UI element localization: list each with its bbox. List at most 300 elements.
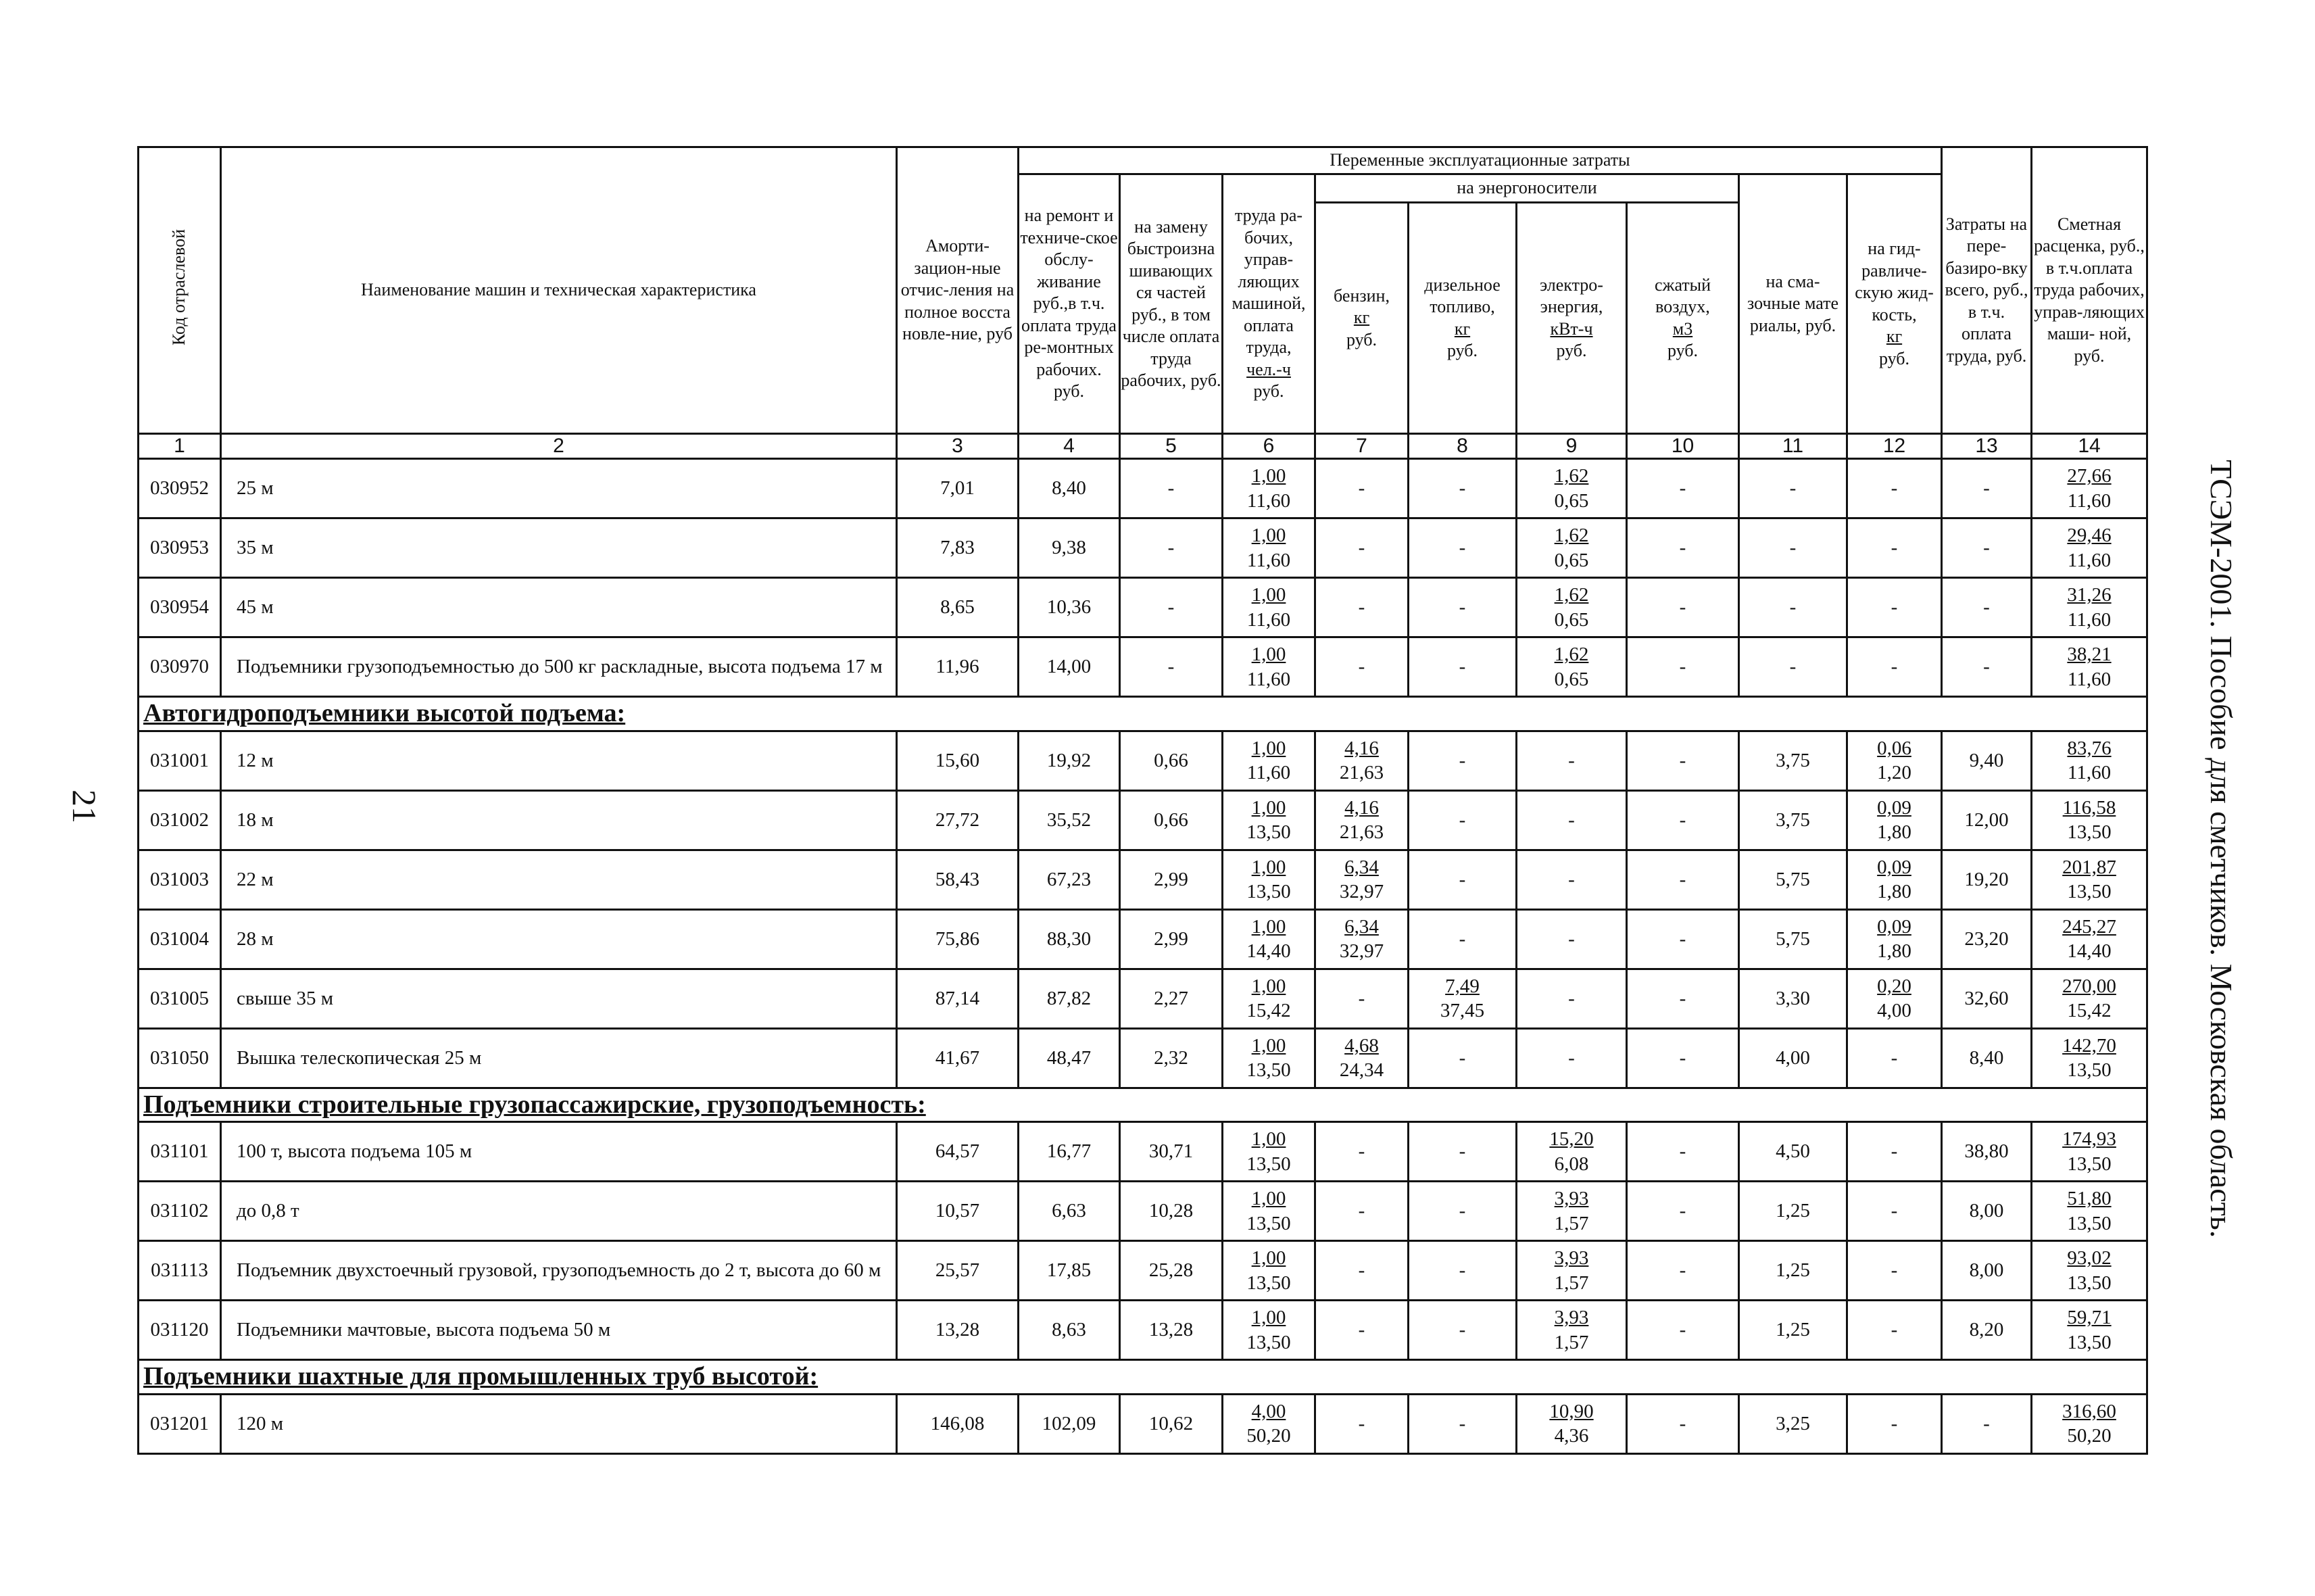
fraction-value <box>1247 642 1290 692</box>
header-hydraulic: на гид-равличе-скую жид-кость, кг руб. <box>1847 174 1942 434</box>
fraction-numerator: 1,00 <box>1251 644 1286 666</box>
fraction-numerator: 83,76 <box>2067 737 2112 759</box>
cell-repair: 16,77 <box>1019 1122 1120 1182</box>
cell-replace: 2,27 <box>1120 969 1223 1028</box>
cell-name: 45 м <box>221 578 897 637</box>
header-name: Наименование машин и техническая характеристика <box>221 147 897 434</box>
column-number: 10 <box>1627 434 1739 459</box>
cell-code: 031003 <box>139 850 221 909</box>
cell-relocation: 32,60 <box>1942 969 2032 1028</box>
fraction-value <box>1555 523 1589 573</box>
cell-relocation: 23,20 <box>1942 909 2032 969</box>
cell-replace: 25,28 <box>1120 1241 1223 1301</box>
fraction-denominator: 6,08 <box>1554 1153 1589 1175</box>
fraction-value <box>1877 974 1911 1023</box>
cell-petrol: - <box>1315 1301 1409 1360</box>
cell-air: - <box>1627 909 1739 969</box>
cell-rate <box>2032 1301 2147 1360</box>
fraction-denominator: 1,57 <box>1554 1331 1589 1353</box>
cell-name: 120 м <box>221 1394 897 1453</box>
section-title: Автогидроподъемники высотой подъема: <box>139 697 2147 731</box>
cell-relocation: 9,40 <box>1942 731 2032 790</box>
cell-lubricants: - <box>1739 459 1847 518</box>
cell-diesel: - <box>1409 850 1517 909</box>
cell-code: 031001 <box>139 731 221 790</box>
cell-amort: 11,96 <box>897 637 1019 697</box>
fraction-value <box>1246 974 1290 1023</box>
cell-petrol <box>1315 790 1409 850</box>
cell-labor <box>1223 1241 1315 1301</box>
fraction-numerator: 1,00 <box>1251 915 1286 938</box>
section-title: Подъемники шахтные для промышленных труб высотой: <box>139 1360 2147 1395</box>
cell-labor <box>1223 637 1315 697</box>
fraction-denominator: 13,50 <box>2067 1331 2112 1353</box>
fraction-value <box>1340 915 1384 964</box>
fraction-value <box>2067 736 2111 785</box>
cell-air: - <box>1627 637 1739 697</box>
cell-code: 030970 <box>139 637 221 697</box>
fraction-denominator: 13,50 <box>2067 1272 2112 1294</box>
table-row <box>139 731 2147 790</box>
fraction-value <box>1555 642 1589 692</box>
cell-air: - <box>1627 578 1739 637</box>
cell-amort: 13,28 <box>897 1301 1019 1360</box>
fraction-numerator: 29,46 <box>2067 525 2112 547</box>
fraction-denominator: 13,50 <box>2067 821 2112 843</box>
fraction-numerator: 1,00 <box>1251 856 1286 878</box>
cell-diesel: - <box>1409 1182 1517 1241</box>
fraction-denominator: 21,63 <box>1339 762 1384 783</box>
cell-lubricants: - <box>1739 578 1847 637</box>
cell-lubricants: 5,75 <box>1739 850 1847 909</box>
cell-electric <box>1517 1241 1627 1301</box>
cell-code: 031201 <box>139 1394 221 1453</box>
table-row <box>139 790 2147 850</box>
table-row <box>139 850 2147 909</box>
fraction-numerator: 3,93 <box>1554 1307 1589 1329</box>
cell-petrol: - <box>1315 1122 1409 1182</box>
cell-petrol: - <box>1315 637 1409 697</box>
cell-hydraulic <box>1847 969 1942 1028</box>
cell-hydraulic: - <box>1847 1241 1942 1301</box>
cell-name: Вышка телескопическая 25 м <box>221 1028 897 1088</box>
header-relocation: Затраты на пере-базиро-вку всего, руб., в т.ч. оплата труда, руб. <box>1942 147 2032 434</box>
fraction-numerator: 0,09 <box>1877 796 1911 819</box>
table-row <box>139 909 2147 969</box>
cell-air: - <box>1627 1028 1739 1088</box>
column-number: 3 <box>897 434 1019 459</box>
fraction-numerator: 1,00 <box>1251 796 1286 819</box>
fraction-value <box>2067 1246 2111 1295</box>
cell-amort: 146,08 <box>897 1394 1019 1453</box>
fraction-numerator: 1,62 <box>1554 584 1589 606</box>
cell-replace: 10,28 <box>1120 1182 1223 1241</box>
fraction-numerator: 142,70 <box>2062 1034 2116 1057</box>
fraction-denominator: 0,65 <box>1554 668 1589 690</box>
cell-amort: 7,83 <box>897 518 1019 578</box>
fraction-denominator: 13,50 <box>1246 821 1291 843</box>
cell-relocation: - <box>1942 578 2032 637</box>
fraction-denominator: 11,60 <box>2067 608 2112 631</box>
cell-labor <box>1223 850 1315 909</box>
cell-electric: - <box>1517 909 1627 969</box>
cell-replace: - <box>1120 459 1223 518</box>
cell-name: Подъемники мачтовые, высота подъема 50 м <box>221 1301 897 1360</box>
fraction-value <box>2062 855 2116 904</box>
cell-electric: - <box>1517 790 1627 850</box>
fraction-denominator: 14,40 <box>2067 940 2112 962</box>
cell-rate <box>2032 1182 2147 1241</box>
cell-lubricants: 4,50 <box>1739 1122 1847 1182</box>
cell-code: 031113 <box>139 1241 221 1301</box>
cell-air: - <box>1627 969 1739 1028</box>
fraction-numerator: 1,00 <box>1251 975 1286 997</box>
table-row <box>139 1028 2147 1088</box>
cell-hydraulic: - <box>1847 1394 1942 1453</box>
fraction-denominator: 11,60 <box>1246 668 1291 690</box>
fraction-value <box>1247 583 1290 632</box>
table-row <box>139 1394 2147 1453</box>
cell-code: 031050 <box>139 1028 221 1088</box>
cell-petrol: - <box>1315 1182 1409 1241</box>
fraction-denominator: 1,80 <box>1877 881 1911 902</box>
header-code: Код отраслевой <box>139 147 221 434</box>
column-number: 4 <box>1019 434 1120 459</box>
fraction-denominator: 11,60 <box>1246 762 1291 783</box>
cell-replace: 0,66 <box>1120 790 1223 850</box>
fraction-denominator: 11,60 <box>1246 489 1291 512</box>
cell-code: 031005 <box>139 969 221 1028</box>
cell-rate <box>2032 1122 2147 1182</box>
column-number: 11 <box>1739 434 1847 459</box>
fraction-denominator: 13,50 <box>1246 1153 1291 1175</box>
cell-hydraulic: - <box>1847 518 1942 578</box>
fraction-value <box>2067 1186 2111 1236</box>
cell-repair: 35,52 <box>1019 790 1120 850</box>
fraction-numerator: 7,49 <box>1445 975 1480 997</box>
fraction-numerator: 4,16 <box>1344 737 1379 759</box>
cell-relocation: 38,80 <box>1942 1122 2032 1182</box>
cell-labor <box>1223 969 1315 1028</box>
cell-lubricants: - <box>1739 518 1847 578</box>
cell-lubricants: 1,25 <box>1739 1301 1847 1360</box>
column-number: 7 <box>1315 434 1409 459</box>
cell-relocation: - <box>1942 1394 2032 1453</box>
fraction-numerator: 1,62 <box>1554 465 1589 487</box>
fraction-numerator: 316,60 <box>2062 1400 2116 1422</box>
fraction-numerator: 0,20 <box>1877 975 1911 997</box>
cell-replace: 2,99 <box>1120 850 1223 909</box>
cell-labor <box>1223 1394 1315 1453</box>
cell-hydraulic <box>1847 731 1942 790</box>
cell-repair: 14,00 <box>1019 637 1120 697</box>
cell-lubricants: 3,75 <box>1739 790 1847 850</box>
cell-name: Подъемник двухстоечный грузовой, грузоподъемность до 2 т, высота до 60 м <box>221 1241 897 1301</box>
fraction-value <box>1877 855 1911 904</box>
fraction-numerator: 51,80 <box>2067 1188 2112 1210</box>
fraction-numerator: 1,00 <box>1251 584 1286 606</box>
cell-electric <box>1517 637 1627 697</box>
cell-lubricants: 3,30 <box>1739 969 1847 1028</box>
cell-repair: 8,63 <box>1019 1301 1120 1360</box>
fraction-value <box>1246 1186 1290 1236</box>
header-diesel: дизельное топливо, кг руб. <box>1409 203 1517 434</box>
cell-relocation: 8,00 <box>1942 1241 2032 1301</box>
cell-lubricants: 3,25 <box>1739 1394 1847 1453</box>
cell-replace: - <box>1120 578 1223 637</box>
section-header-row <box>139 1088 2147 1122</box>
cell-electric: - <box>1517 731 1627 790</box>
fraction-denominator: 11,60 <box>1246 549 1291 571</box>
fraction-numerator: 1,00 <box>1251 1188 1286 1210</box>
fraction-value <box>2062 1127 2116 1176</box>
fraction-value <box>2067 583 2111 632</box>
cell-petrol: - <box>1315 1394 1409 1453</box>
cell-lubricants: 5,75 <box>1739 909 1847 969</box>
fraction-denominator: 50,20 <box>2067 1425 2112 1447</box>
fraction-denominator: 13,50 <box>1246 1272 1291 1294</box>
table-row <box>139 1122 2147 1182</box>
cell-air: - <box>1627 1122 1739 1182</box>
cell-repair: 88,30 <box>1019 909 1120 969</box>
fraction-denominator: 1,80 <box>1877 940 1911 962</box>
cell-hydraulic <box>1847 909 1942 969</box>
cell-labor <box>1223 731 1315 790</box>
cell-rate <box>2032 1241 2147 1301</box>
fraction-numerator: 0,06 <box>1877 737 1911 759</box>
column-number: 2 <box>221 434 897 459</box>
fraction-value <box>2062 1034 2116 1083</box>
cell-amort: 7,01 <box>897 459 1019 518</box>
fraction-value <box>1247 523 1290 573</box>
fraction-denominator: 1,57 <box>1554 1212 1589 1234</box>
fraction-denominator: 13,50 <box>2067 1212 2112 1234</box>
cell-electric <box>1517 518 1627 578</box>
fraction-value <box>1246 1305 1290 1355</box>
fraction-denominator: 13,50 <box>1246 1059 1291 1081</box>
fraction-value <box>1555 464 1589 513</box>
fraction-numerator: 245,27 <box>2062 915 2116 938</box>
fraction-value <box>2062 915 2116 964</box>
fraction-numerator: 4,00 <box>1251 1400 1286 1422</box>
fraction-denominator: 32,97 <box>1339 940 1384 962</box>
fraction-denominator: 13,50 <box>2067 881 2112 902</box>
column-number: 5 <box>1120 434 1223 459</box>
cell-petrol: - <box>1315 459 1409 518</box>
cell-replace: - <box>1120 518 1223 578</box>
header-rate: Сметная расценка, руб., в т.ч.оплата труда рабочих, управ-ляющих маши- ной, руб. <box>2032 147 2147 434</box>
fraction-numerator: 3,93 <box>1554 1247 1589 1269</box>
fraction-numerator: 93,02 <box>2067 1247 2112 1269</box>
cell-lubricants: 4,00 <box>1739 1028 1847 1088</box>
section-header-row <box>139 1360 2147 1395</box>
fraction-numerator: 1,00 <box>1251 465 1286 487</box>
cell-repair: 102,09 <box>1019 1394 1120 1453</box>
cell-electric: - <box>1517 969 1627 1028</box>
fraction-numerator: 4,16 <box>1344 796 1379 819</box>
cell-electric <box>1517 1394 1627 1453</box>
fraction-value <box>1555 1305 1589 1355</box>
table-row <box>139 1241 2147 1301</box>
cell-electric <box>1517 1301 1627 1360</box>
cell-rate <box>2032 578 2147 637</box>
fraction-numerator: 174,93 <box>2062 1128 2116 1151</box>
cell-labor <box>1223 1122 1315 1182</box>
table-row <box>139 518 2147 578</box>
cell-code: 030953 <box>139 518 221 578</box>
column-number: 8 <box>1409 434 1517 459</box>
fraction-value <box>1246 1127 1290 1176</box>
cell-name: 28 м <box>221 909 897 969</box>
cell-labor <box>1223 1182 1315 1241</box>
page-number: 21 <box>66 790 103 823</box>
fraction-numerator: 3,93 <box>1554 1188 1589 1210</box>
fraction-denominator: 1,57 <box>1554 1272 1589 1294</box>
cell-repair: 87,82 <box>1019 969 1120 1028</box>
fraction-value <box>1877 796 1911 845</box>
cell-air: - <box>1627 1182 1739 1241</box>
cell-air: - <box>1627 459 1739 518</box>
cell-name: 18 м <box>221 790 897 850</box>
fraction-value <box>1246 855 1290 904</box>
cell-relocation: 12,00 <box>1942 790 2032 850</box>
cell-labor <box>1223 790 1315 850</box>
cell-hydraulic <box>1847 850 1942 909</box>
cell-replace: 0,66 <box>1120 731 1223 790</box>
cell-rate <box>2032 1028 2147 1088</box>
fraction-value <box>1340 1034 1384 1083</box>
cell-repair: 6,63 <box>1019 1182 1120 1241</box>
table-row <box>139 1182 2147 1241</box>
cell-relocation: 19,20 <box>1942 850 2032 909</box>
cell-name: до 0,8 т <box>221 1182 897 1241</box>
cell-amort: 15,60 <box>897 731 1019 790</box>
machine-cost-table <box>137 146 2148 1455</box>
cell-repair: 19,92 <box>1019 731 1120 790</box>
header-replacement: на замену быстроизна шивающих ся частей руб., в том числе оплата труда рабочих, руб. <box>1120 174 1223 434</box>
cell-rate <box>2032 790 2147 850</box>
column-number: 13 <box>1942 434 2032 459</box>
fraction-numerator: 0,09 <box>1877 856 1911 878</box>
fraction-value <box>1440 974 1484 1023</box>
cell-petrol: - <box>1315 578 1409 637</box>
fraction-denominator: 1,80 <box>1877 821 1911 843</box>
cell-labor <box>1223 1301 1315 1360</box>
fraction-numerator: 31,26 <box>2067 584 2112 606</box>
cell-petrol: - <box>1315 1241 1409 1301</box>
cell-diesel: - <box>1409 459 1517 518</box>
cell-petrol <box>1315 731 1409 790</box>
fraction-numerator: 0,09 <box>1877 915 1911 938</box>
header-variable-costs: Переменные эксплуатационные затраты <box>1019 147 1942 174</box>
fraction-denominator: 11,60 <box>2067 762 2112 783</box>
cell-petrol: - <box>1315 969 1409 1028</box>
cell-diesel: - <box>1409 1394 1517 1453</box>
fraction-denominator: 0,65 <box>1554 489 1589 512</box>
fraction-value <box>1877 915 1911 964</box>
cell-hydraulic <box>1847 790 1942 850</box>
cell-electric <box>1517 578 1627 637</box>
section-title: Подъемники строительные грузопассажирские, грузоподъемность: <box>139 1088 2147 1122</box>
cell-rate <box>2032 850 2147 909</box>
cell-code: 031101 <box>139 1122 221 1182</box>
fraction-denominator: 11,60 <box>2067 668 2112 690</box>
fraction-denominator: 13,50 <box>1246 1331 1291 1353</box>
fraction-value <box>1340 855 1384 904</box>
cell-relocation: 8,00 <box>1942 1182 2032 1241</box>
fraction-denominator: 0,65 <box>1554 608 1589 631</box>
column-number: 1 <box>139 434 221 459</box>
header-energy: на энергоносители <box>1315 174 1739 203</box>
cell-relocation: 8,20 <box>1942 1301 2032 1360</box>
cell-diesel: - <box>1409 790 1517 850</box>
cell-rate <box>2032 969 2147 1028</box>
cell-replace: 2,32 <box>1120 1028 1223 1088</box>
fraction-numerator: 1,00 <box>1251 1247 1286 1269</box>
cell-electric <box>1517 459 1627 518</box>
header-electric: электро-энергия, кВт-ч руб. <box>1517 203 1627 434</box>
fraction-denominator: 13,50 <box>1246 881 1291 902</box>
cell-repair: 48,47 <box>1019 1028 1120 1088</box>
header-repair: на ремонт и техниче-ское обслу-живание руб.,в т.ч. оплата труда ре-монтных рабочих. руб. <box>1019 174 1120 434</box>
fraction-denominator: 24,34 <box>1339 1059 1384 1081</box>
fraction-numerator: 1,62 <box>1554 644 1589 666</box>
cell-code: 030954 <box>139 578 221 637</box>
cell-diesel: - <box>1409 637 1517 697</box>
cell-amort: 27,72 <box>897 790 1019 850</box>
cell-electric <box>1517 1182 1627 1241</box>
cell-lubricants: 1,25 <box>1739 1241 1847 1301</box>
cell-air: - <box>1627 518 1739 578</box>
cell-petrol <box>1315 850 1409 909</box>
cell-labor <box>1223 518 1315 578</box>
fraction-value <box>2067 1305 2111 1355</box>
fraction-denominator: 13,50 <box>2067 1153 2112 1175</box>
side-title: ТСЭМ-2001. Пособие для сметчиков. Московская область. <box>2204 460 2239 1238</box>
fraction-denominator: 50,20 <box>1246 1425 1291 1447</box>
fraction-numerator: 1,62 <box>1554 525 1589 547</box>
cell-hydraulic: - <box>1847 637 1942 697</box>
table-row <box>139 459 2147 518</box>
cell-electric <box>1517 1122 1627 1182</box>
section-header-row <box>139 697 2147 731</box>
fraction-value <box>1247 464 1290 513</box>
fraction-value <box>1246 915 1290 964</box>
fraction-value <box>1340 736 1384 785</box>
fraction-denominator: 15,42 <box>2067 1000 2112 1021</box>
cell-lubricants: 1,25 <box>1739 1182 1847 1241</box>
fraction-numerator: 6,34 <box>1344 856 1379 878</box>
cell-relocation: - <box>1942 518 2032 578</box>
cell-diesel: - <box>1409 518 1517 578</box>
fraction-numerator: 38,21 <box>2067 644 2112 666</box>
fraction-numerator: 201,87 <box>2062 856 2116 878</box>
column-numbers-row <box>139 434 2147 459</box>
fraction-denominator: 21,63 <box>1339 821 1384 843</box>
cell-labor <box>1223 1028 1315 1088</box>
cell-amort: 58,43 <box>897 850 1019 909</box>
cell-replace: 2,99 <box>1120 909 1223 969</box>
fraction-denominator: 11,60 <box>2067 489 2112 512</box>
cell-repair: 8,40 <box>1019 459 1120 518</box>
cell-repair: 17,85 <box>1019 1241 1120 1301</box>
table-row <box>139 969 2147 1028</box>
fraction-value <box>1340 796 1384 845</box>
fraction-numerator: 59,71 <box>2067 1307 2112 1329</box>
fraction-numerator: 1,00 <box>1251 1034 1286 1057</box>
cell-name: 100 т, высота подъема 105 м <box>221 1122 897 1182</box>
cell-amort: 41,67 <box>897 1028 1019 1088</box>
